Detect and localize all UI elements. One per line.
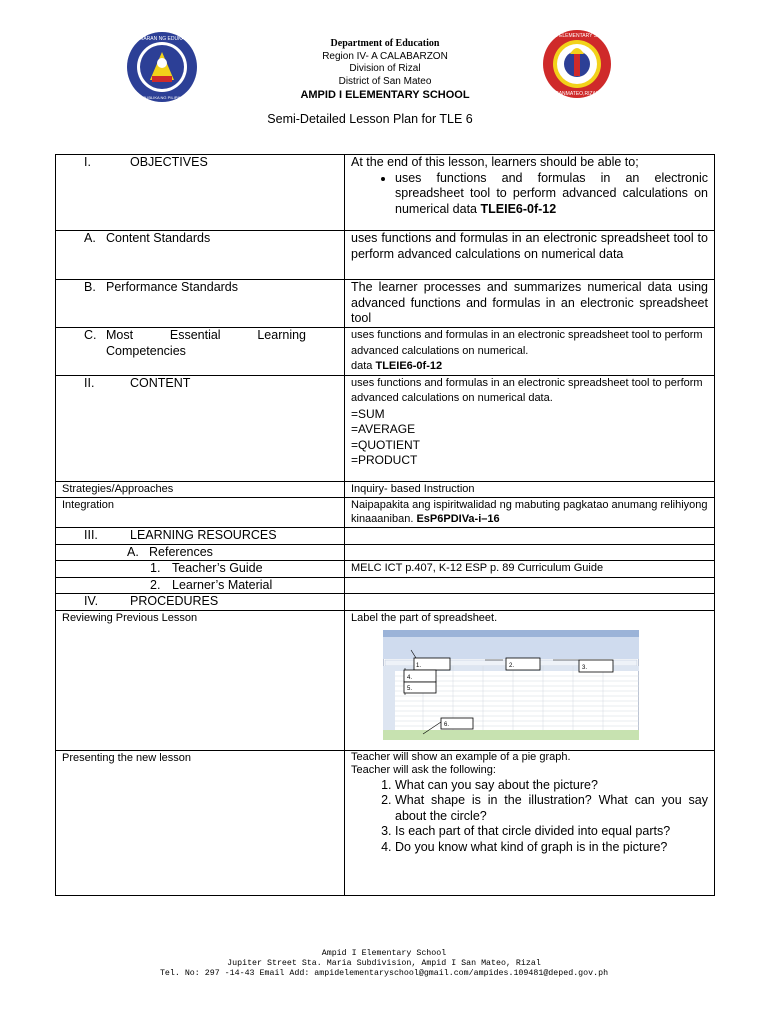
objectives-content-cell: [345, 155, 715, 231]
objectives-label-cell: [56, 155, 345, 231]
formula-item: =SUM: [351, 406, 385, 421]
svg-text:REPUBLIKA NG PILIPINAS: REPUBLIKA NG PILIPINAS: [137, 95, 187, 100]
formula-item: =PRODUCT: [351, 453, 418, 467]
performance-standards-label-cell: B. Performance Standards: [56, 280, 345, 328]
references-label-cell: A. References: [56, 544, 345, 561]
reviewing-label: Reviewing Previous Lesson: [56, 610, 345, 750]
document-footer: [0, 949, 768, 979]
question-item: 1. What can you say about the picture?: [395, 778, 708, 794]
teachers-guide-text: MELC ICT p.407, K-12 ESP p. 89 Curriculum Guide: [345, 561, 715, 578]
strategies-label: Strategies/Approaches: [56, 481, 345, 497]
content-row: [56, 375, 715, 481]
content-standards-row: [56, 231, 715, 280]
teachers-guide-label-cell: 1. Teacher’s Guide: [56, 561, 345, 578]
school-name: AMPID I ELEMENTARY SCHOOL: [300, 89, 470, 101]
presenting-line-1: Teacher will show an example of a pie graph.: [351, 750, 571, 763]
content-standards-label-cell: A. Content Standards: [56, 231, 345, 280]
strategies-text: Inquiry- based Instruction: [345, 481, 715, 497]
region-name: Region IV- A CALABARZON: [322, 50, 448, 62]
learning-resources-empty: [345, 527, 715, 544]
learners-material-empty: [345, 577, 715, 594]
procedures-empty: [345, 594, 715, 611]
footer-school: Ampid I Elementary School: [321, 949, 447, 958]
references-row: [56, 544, 715, 561]
footer-address: Jupiter Street Sta. Maria Subdivision, Ampid I San Mateo, Rizal: [227, 959, 541, 968]
content-standards-text: uses functions and formulas in an electronic spreadsheet tool to perform advanced calculations on numerical data: [345, 231, 715, 280]
question-item: 4. Do you know what kind of graph is in the picture?: [395, 840, 708, 856]
objective-code: TLEIE6-0f-12: [480, 201, 557, 216]
strategies-row: [56, 481, 715, 497]
callout-3: 3.: [582, 665, 588, 671]
learning-resources-row: [56, 527, 715, 544]
presenting-line-2: Teacher will ask the following:: [351, 764, 496, 776]
references-empty: [345, 544, 715, 561]
svg-text:AMPID I ELEMENTARY SCHOOL: AMPID I ELEMENTARY SCHOOL: [539, 33, 615, 39]
teachers-guide-label: Teacher’s Guide: [172, 561, 263, 575]
presenting-cell: [345, 750, 715, 895]
objective-item: • uses functions and formulas in an electronic spreadsheet tool to perform advanced calculations on numerical data TLEIE6-0f-12: [395, 171, 708, 218]
svg-text:SANMATEO,RIZAL: SANMATEO,RIZAL: [555, 91, 599, 97]
deped-seal-logo: [122, 30, 202, 104]
svg-text:KAGAWARAN NG EDUKASYON: KAGAWARAN NG EDUKASYON: [125, 36, 199, 42]
performance-standards-text: The learner processes and summarizes numerical data using advanced functions and formulas in an electronic spreadsheet tool: [345, 280, 715, 328]
lesson-plan-title: Semi-Detailed Lesson Plan for TLE 6: [267, 112, 473, 126]
callout-4: 4.: [407, 675, 413, 681]
presenting-label: Presenting the new lesson: [56, 750, 345, 895]
formula-item: =QUOTIENT: [351, 437, 421, 452]
integration-label: Integration: [56, 497, 345, 527]
callout-6: 6.: [444, 722, 450, 728]
district-name: District of San Mateo: [338, 75, 432, 87]
procedures-row: [56, 594, 715, 611]
spreadsheet-illustration: [383, 630, 639, 740]
melc-code: TLEIE6-0f-12: [375, 360, 443, 372]
spreadsheet-screenshot: [383, 630, 639, 740]
department-name: Department of Education: [330, 38, 440, 49]
procedures-label-cell: IV. PROCEDURES: [56, 594, 345, 611]
teachers-guide-row: [56, 561, 715, 578]
integration-cell: [345, 497, 715, 527]
integration-row: [56, 497, 715, 527]
learning-resources-label-cell: III. LEARNING RESOURCES: [56, 527, 345, 544]
integration-text: Naipapakita ang ispiritwalidad ng mabuting pagkatao anumang relihiyong kinaaaniban.: [351, 498, 708, 525]
footer-contact: Tel. No: 297 -14-43 Email Add: ampidelementaryschool@gmail.com/ampides.109481@deped.gov.ph: [159, 969, 609, 978]
melc-content-cell: uses functions and formulas in an electronic spreadsheet tool to perform advanced calculations on numerical. data TLEIE6-0f-12: [345, 328, 715, 376]
header-text-block: [220, 38, 550, 102]
learners-material-label: Learner’s Material: [172, 577, 273, 592]
melc-label-cell: C. Most Essential Learning Competencies: [56, 328, 345, 376]
document-header: [0, 0, 768, 140]
presenting-row: [56, 750, 715, 895]
question-item: 2. What shape is in the illustration? What can you say about the circle?: [395, 793, 708, 824]
presenting-questions: [351, 778, 708, 856]
reviewing-row: [56, 610, 715, 750]
references-label: References: [149, 544, 213, 559]
content-text: uses functions and formulas in an electronic spreadsheet tool to perform advanced calculations on numerical data.: [351, 376, 703, 404]
school-seal-logo: [537, 28, 617, 100]
formula-item: =AVERAGE: [351, 422, 416, 436]
division-name: Division of Rizal: [349, 63, 421, 74]
learners-material-label-cell: 2. Learner’s Material: [56, 577, 345, 594]
melc-row: [56, 328, 715, 376]
callout-1: 1.: [416, 663, 422, 669]
content-label-cell: II. CONTENT: [56, 375, 345, 481]
objectives-list: [351, 171, 708, 218]
performance-standards-label: Performance Standards: [106, 280, 239, 294]
callout-5: 5.: [407, 686, 413, 692]
melc-label: Most Essential Learning Competencies: [106, 328, 306, 358]
procedures-label: PROCEDURES: [130, 594, 219, 608]
reviewing-cell: [345, 610, 715, 750]
content-standards-label: Content Standards: [106, 231, 211, 245]
content-label: CONTENT: [130, 375, 191, 390]
reviewing-text: Label the part of spreadsheet.: [351, 611, 498, 624]
integration-code: EsP6PDIVa-i–16: [416, 512, 500, 525]
lesson-plan-table: [55, 154, 715, 896]
learning-resources-label: LEARNING RESOURCES: [130, 527, 277, 542]
content-formula-list: [351, 407, 708, 469]
objectives-roman: I.: [84, 155, 91, 169]
content-cell: [345, 375, 715, 481]
objectives-row: [56, 155, 715, 231]
callout-2: 2.: [509, 663, 515, 669]
objectives-label: OBJECTIVES: [130, 155, 208, 169]
learners-material-row: [56, 577, 715, 594]
performance-standards-row: [56, 280, 715, 328]
objectives-intro: At the end of this lesson, learners should be able to;: [351, 155, 639, 169]
question-item: 3. Is each part of that circle divided into equal parts?: [395, 824, 708, 840]
melc-text: uses functions and formulas in an electronic spreadsheet tool to perform advanced calculations on numerical.: [351, 329, 703, 357]
